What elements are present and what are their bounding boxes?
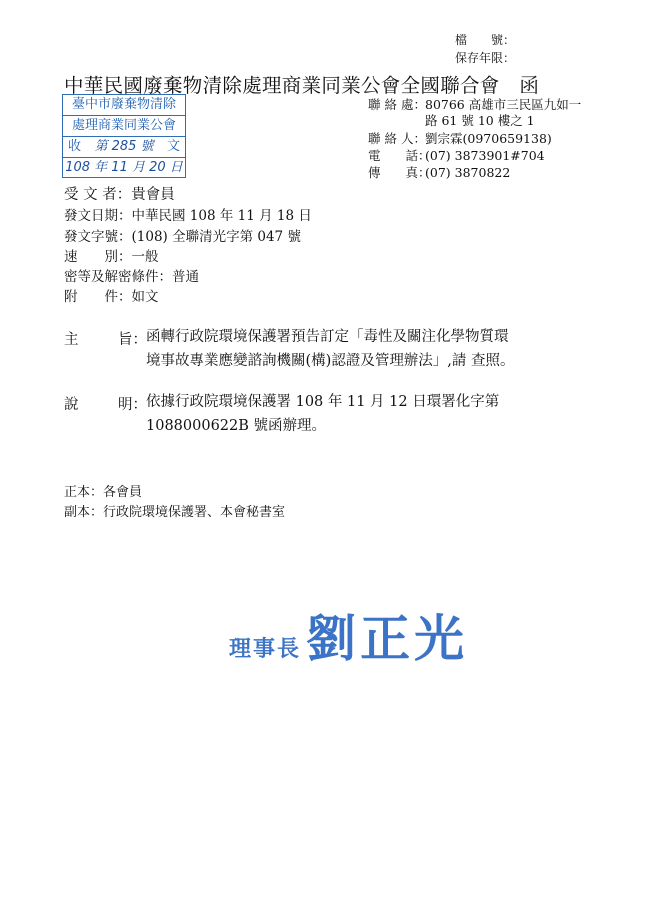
contact-person: [368, 131, 552, 147]
address-line2: 路 61 號 10 樓之 1: [425, 113, 535, 128]
contact-phone: [368, 148, 545, 164]
phone-label: 電 話：: [368, 148, 431, 163]
stamp-receive-label: 收: [68, 139, 82, 154]
signature-name: 劉正光: [306, 609, 469, 668]
person-label: 聯 絡 人：: [368, 131, 426, 146]
issue-date-field: 發文日期：中華民國 108 年 11 月 18 日: [64, 208, 312, 224]
receipt-stamp: [62, 94, 186, 178]
file-number-label: 檔 號：: [455, 33, 516, 47]
subject-text: [146, 325, 606, 373]
document-title: 中華民國廢棄物清除處理商業同業公會全國聯合會 函: [64, 74, 540, 97]
explanation-line2: 1088000622B 號函辦理。: [146, 418, 327, 434]
document-number-field: 發文字號：(108) 全聯清光字第 047 號: [64, 229, 301, 245]
phone-value: (07) 3873901#704: [425, 148, 545, 163]
chairman-signature: [229, 599, 468, 671]
signature-title: 理事長: [229, 636, 302, 662]
address-label: 聯 絡 處：: [368, 97, 426, 112]
original-recipients: 正本：各會員: [64, 485, 143, 500]
explanation-label-char2: 明：: [118, 397, 147, 413]
explanation-line1: 依據行政院環境保護署 108 年 11 月 12 日環署化字第: [146, 394, 500, 410]
retention-period-label: 保存年限：: [455, 51, 516, 65]
address-line1: 80766 高雄市三民區九如一: [425, 97, 582, 112]
stamp-receive-number: 第 285 號: [94, 139, 154, 154]
explanation-label-char1: 說: [64, 397, 79, 413]
recipient-field: 受 文 者：貴會員: [64, 187, 175, 203]
contact-fax: [368, 165, 510, 181]
stamp-receive-suffix: 文: [166, 139, 180, 154]
stamp-receive-row: [63, 137, 185, 158]
stamp-receive-date: 108 年 11 月 20 日: [65, 160, 183, 175]
person-value: 劉宗霖(0970659138): [425, 131, 552, 146]
stamp-org-line2: 處理商業同業公會: [63, 116, 185, 137]
subject-line1: 函轉行政院環境保護署預告訂定「毒性及關注化學物質環: [146, 329, 509, 345]
fax-value: (07) 3870822: [425, 165, 511, 180]
subject-label-char1: 主: [64, 332, 79, 348]
secrecy-field: 密等及解密條件：普通: [64, 269, 199, 285]
explanation-text: [146, 390, 606, 438]
stamp-org-line1: 臺中市廢棄物清除: [63, 95, 185, 116]
subject-label-char2: 旨：: [118, 332, 147, 348]
speed-field: 速 別：一般: [64, 249, 159, 265]
cc-recipients: 副本：行政院環境保護署、本會秘書室: [64, 505, 286, 520]
attachment-field: 附 件：如文: [64, 289, 159, 305]
contact-address: [368, 97, 581, 113]
fax-label: 傳 真：: [368, 165, 431, 180]
subject-line2: 境事故專業應變諮詢機關(構)認證及管理辦法」,請 查照。: [146, 353, 515, 369]
